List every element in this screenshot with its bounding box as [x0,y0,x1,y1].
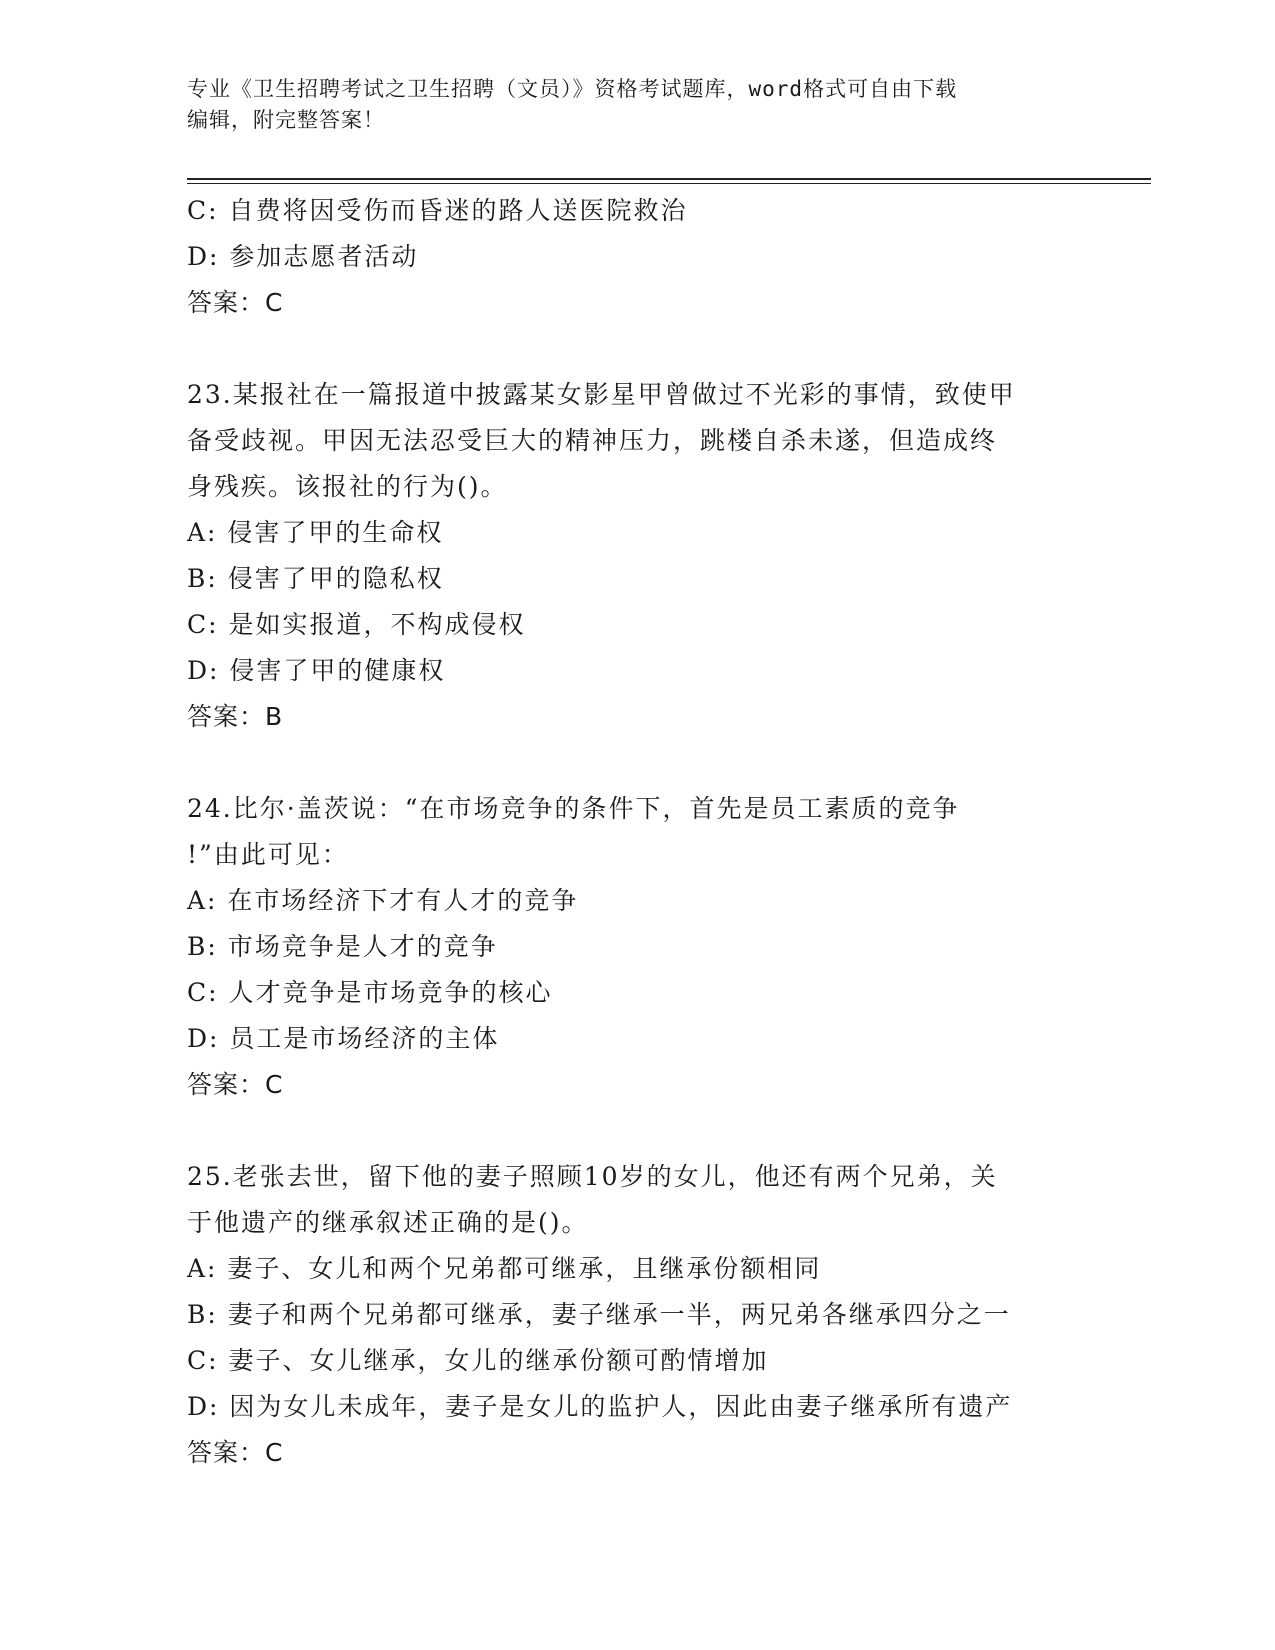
option-c: C: 是如实报道，不构成侵权 [187,610,526,639]
option-b: B: 侵害了甲的隐私权 [187,564,444,593]
option-d: D: 因为女儿未成年，妻子是女儿的监护人，因此由妻子继承所有遗产 [187,1392,1013,1421]
spacer [187,326,1087,372]
header-divider-thin [187,183,1151,184]
document-header [187,74,1067,136]
question-stem-line: 备受歧视。甲因无法忍受巨大的精神压力，跳楼自杀未遂，但造成终 [187,426,998,455]
header-line-2: 编辑，附完整答案！ [187,108,385,132]
answer-line: 答案：C [187,288,284,317]
question-stem-line: 24.比尔·盖茨说：“在市场竞争的条件下，首先是员工素质的竞争 [187,794,960,823]
answer-line: 答案：C [187,1438,284,1467]
answer-line: 答案：C [187,1070,284,1099]
question-23 [187,372,1087,740]
question-stem-line: 于他遗产的继承叙述正确的是()。 [187,1208,589,1237]
question-stem-line: 身残疾。该报社的行为()。 [187,472,508,501]
question-stem-line: 23.某报社在一篇报道中披露某女影星甲曾做过不光彩的事情，致使甲 [187,380,1016,409]
option-d: D: 员工是市场经济的主体 [187,1024,500,1053]
question-24 [187,786,1087,1108]
spacer [187,740,1087,786]
option-a: A: 在市场经济下才有人才的竞争 [187,886,579,915]
question-stem-line: 25.老张去世，留下他的妻子照顾10岁的女儿，他还有两个兄弟，关 [187,1162,998,1191]
option-c: C: 妻子、女儿继承，女儿的继承份额可酌情增加 [187,1346,769,1375]
question-22-partial [187,188,1087,326]
answer-line: 答案：B [187,702,284,731]
question-stem-line: !”由此可见： [187,840,349,869]
option-a: A: 妻子、女儿和两个兄弟都可继承，且继承份额相同 [187,1254,822,1283]
option-c: C: 人才竞争是市场竞争的核心 [187,978,553,1007]
option-b: B: 妻子和两个兄弟都可继承，妻子继承一半，两兄弟各继承四分之一 [187,1300,1011,1329]
question-25 [187,1154,1087,1476]
question-list [187,188,1087,1476]
option-a: A: 侵害了甲的生命权 [187,518,444,547]
option-d: D: 侵害了甲的健康权 [187,656,446,685]
spacer [187,1108,1087,1154]
option-c: C: 自费将因受伤而昏迷的路人送医院救治 [187,196,688,225]
header-line-1: 专业《卫生招聘考试之卫生招聘（文员）》资格考试题库，word格式可自由下载 [187,77,958,101]
option-d: D: 参加志愿者活动 [187,242,419,271]
header-divider-thick [187,178,1151,180]
option-b: B: 市场竞争是人才的竞争 [187,932,498,961]
